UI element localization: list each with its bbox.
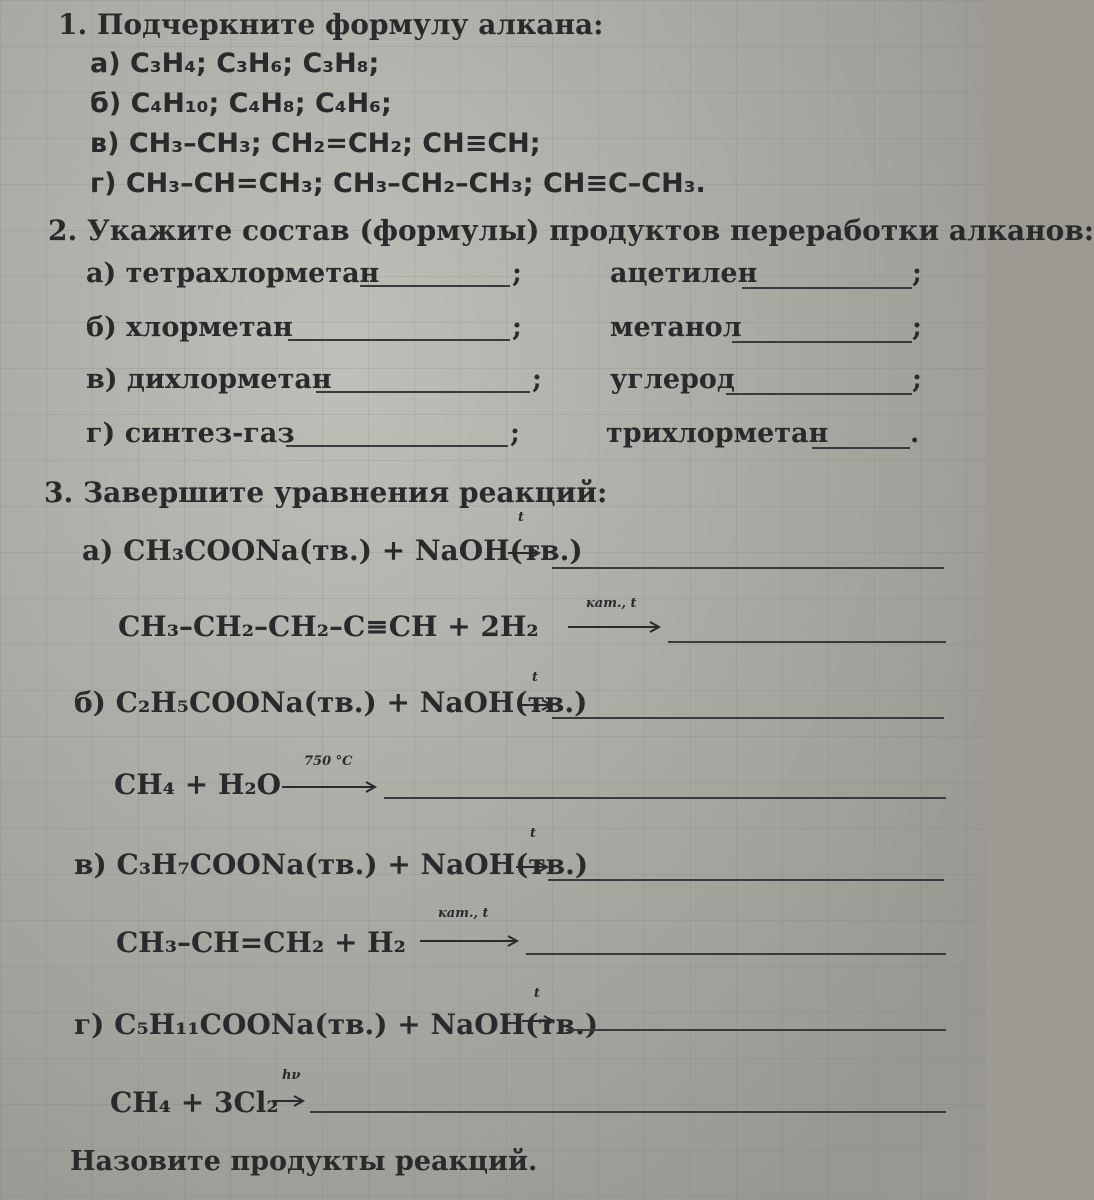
eq-v2-answer-blank[interactable]: [526, 952, 946, 955]
q2-item-b-label: б) хлорметан: [86, 312, 293, 343]
q1-title: 1. Подчеркните формулу алкана:: [58, 8, 604, 41]
eq-a2-answer-blank[interactable]: [668, 640, 946, 643]
eq-a2-condition: кат., t: [586, 596, 637, 611]
q2-item-v-end: ;: [532, 364, 542, 395]
q2-item-g-end: ;: [510, 418, 520, 449]
q2-item-acetylene-blank[interactable]: [742, 286, 912, 289]
eq-v2-arrow: [420, 934, 520, 948]
q2-item-trichloromethane-blank[interactable]: [812, 446, 910, 449]
eq-v2-left: CH₃–CH=CH₂ + H₂: [116, 926, 406, 959]
eq-b1-condition: t: [532, 670, 539, 685]
eq-v1-answer-blank[interactable]: [548, 878, 944, 881]
eq-v2-condition: кат., t: [438, 906, 489, 921]
q2-item-acetylene-end: ;: [912, 258, 922, 289]
eq-a1-answer-blank[interactable]: [552, 566, 944, 569]
q2-item-b-blank[interactable]: [288, 338, 510, 341]
eq-a2-arrow: [568, 620, 662, 634]
eq-b2-left: CH₄ + H₂O: [114, 768, 282, 801]
q2-item-a-label: а) тетрахлорметан: [86, 258, 380, 289]
eq-g1-answer-blank[interactable]: [566, 1028, 946, 1031]
q2-item-trichloromethane-end: .: [910, 418, 920, 449]
eq-a2-left: CH₃–CH₂–CH₂–C≡CH + 2H₂: [118, 610, 539, 643]
q1-option-v: в) CH₃–CH₃; CH₂=CH₂; CH≡CH;: [90, 128, 541, 159]
q3-footer-instruction: Назовите продукты реакций.: [70, 1146, 538, 1177]
q2-item-a-end: ;: [512, 258, 522, 289]
q2-item-carbon-label: углерод: [610, 364, 735, 395]
q2-item-acetylene-label: ацетилен: [610, 258, 758, 289]
eq-g1-condition: t: [534, 986, 541, 1001]
q1-option-b: б) C₄H₁₀; C₄H₈; C₄H₆;: [90, 88, 392, 119]
eq-g2-left: CH₄ + 3Cl₂: [110, 1086, 279, 1119]
eq-v1-condition: t: [530, 826, 537, 841]
q2-item-g-blank[interactable]: [286, 444, 508, 447]
q1-option-a: а) C₃H₄; C₃H₆; C₃H₈;: [90, 48, 380, 79]
q2-item-carbon-end: ;: [912, 364, 922, 395]
eq-a1-arrow: [508, 546, 542, 560]
q2-item-methanol-blank[interactable]: [732, 340, 912, 343]
eq-b1-answer-blank[interactable]: [552, 716, 944, 719]
eq-g1-left: г) C₅H₁₁COONa(тв.) + NaOH(тв.): [74, 1008, 599, 1041]
q2-item-v-label: в) дихлорметан: [86, 364, 332, 395]
eq-b1-left: б) C₂H₅COONa(тв.) + NaOH(тв.): [74, 686, 588, 719]
eq-v1-arrow: [516, 860, 550, 874]
q2-item-b-end: ;: [512, 312, 522, 343]
eq-b1-arrow: [520, 698, 554, 712]
eq-b2-arrow: [282, 780, 378, 794]
eq-v1-left: в) C₃H₇COONa(тв.) + NaOH(тв.): [74, 848, 589, 881]
eq-a1-left: а) CH₃COONa(тв.) + NaOH(тв.): [82, 534, 583, 567]
q2-item-v-blank[interactable]: [316, 390, 530, 393]
eq-b2-condition: 750 °C: [304, 754, 353, 769]
q2-title: 2. Укажите состав (формулы) продуктов переработки алканов:: [48, 214, 1094, 247]
eq-g2-arrow: [272, 1094, 306, 1108]
q2-item-methanol-end: ;: [912, 312, 922, 343]
eq-g1-arrow: [522, 1014, 556, 1028]
eq-a1-condition: t: [518, 510, 525, 525]
q1-option-g: г) CH₃–CH=CH₃; CH₃–CH₂–CH₃; CH≡C–CH₃.: [90, 168, 706, 199]
q2-item-g-label: г) синтез-газ: [86, 418, 295, 449]
q2-item-methanol-label: метанол: [610, 312, 742, 343]
eq-g2-condition: hν: [282, 1068, 301, 1083]
q3-title: 3. Завершите уравнения реакций:: [44, 476, 608, 509]
eq-g2-answer-blank[interactable]: [310, 1110, 946, 1113]
q2-item-a-blank[interactable]: [360, 284, 510, 287]
q2-item-trichloromethane-label: трихлорметан: [606, 418, 829, 449]
eq-b2-answer-blank[interactable]: [384, 796, 946, 799]
q2-item-carbon-blank[interactable]: [726, 392, 912, 395]
